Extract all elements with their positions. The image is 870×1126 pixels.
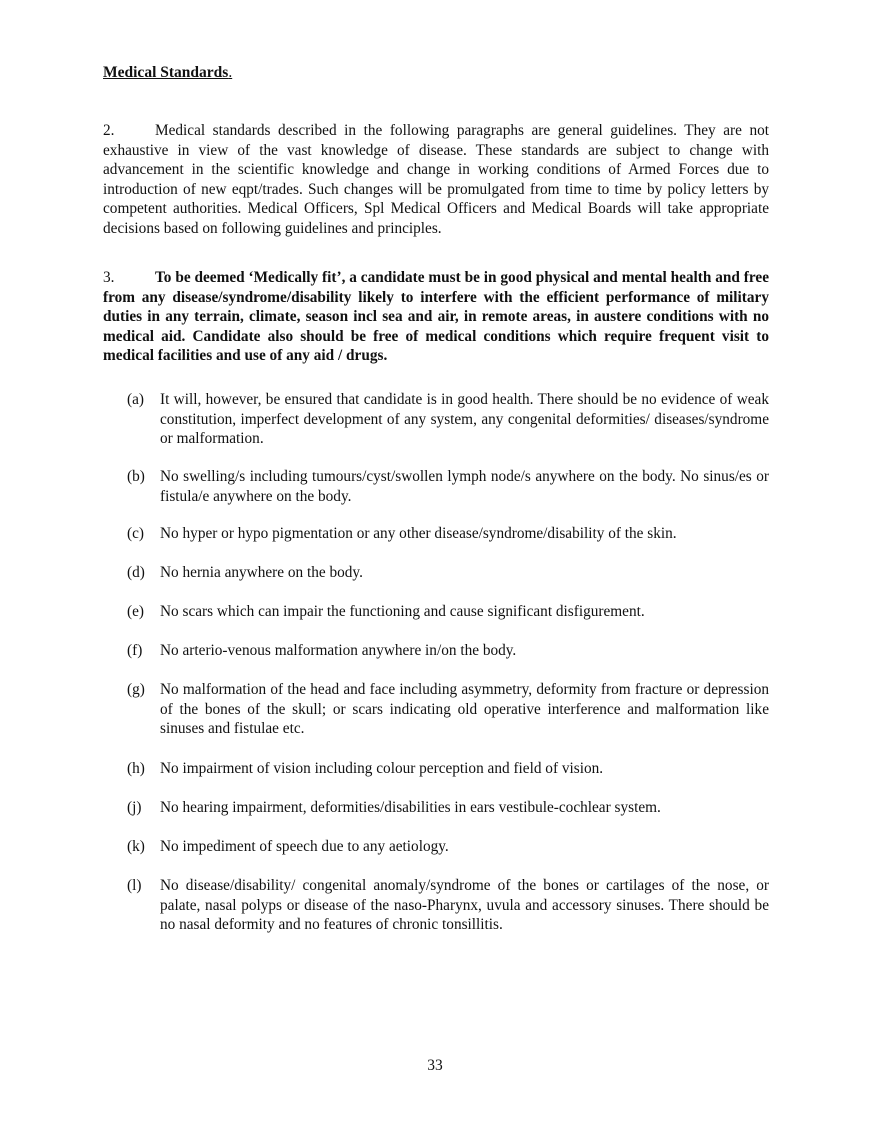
paragraph-2-text: Medical standards described in the following paragraphs are general guidelines. They are not exhaustive in view of the vast knowledge of disease. These standards are subject to change with advancement in the scientific knowledge and change in working conditions of Armed Forces due to introduction of new eqpt/trades. Such changes will be promulgated from time to time by policy letters by competent authorities. Medical Officers, Spl Medical Officers and Medical Boards will take appropriate decisions based on following guidelines and principles. bbox=[103, 122, 769, 237]
list-item-k bbox=[127, 837, 769, 857]
paragraph-2 bbox=[103, 121, 769, 238]
list-item-c bbox=[127, 524, 769, 544]
list-item-text: No hearing impairment, deformities/disabilities in ears vestibule-cochlear system. bbox=[160, 799, 661, 816]
list-item-label: (l) bbox=[127, 877, 142, 894]
section-heading bbox=[103, 63, 232, 83]
list-item-a bbox=[127, 390, 769, 449]
list-item-text: No hernia anywhere on the body. bbox=[160, 564, 363, 581]
list-item-label: (h) bbox=[127, 760, 145, 777]
section-heading-text: Medical Standards bbox=[103, 64, 229, 81]
list-item-e bbox=[127, 602, 769, 622]
list-item-l bbox=[127, 876, 769, 935]
section-heading-period: . bbox=[228, 64, 233, 81]
list-item-text: No scars which can impair the functioning and cause significant disfigurement. bbox=[160, 603, 645, 620]
list-item-label: (b) bbox=[127, 468, 145, 485]
list-item-label: (e) bbox=[127, 603, 144, 620]
list-item-f bbox=[127, 641, 769, 661]
list-item-h bbox=[127, 759, 769, 779]
list-item-text: No impediment of speech due to any aetiology. bbox=[160, 838, 449, 855]
list-item-label: (c) bbox=[127, 525, 144, 542]
list-item-b bbox=[127, 467, 769, 506]
list-item-text: No arterio-venous malformation anywhere in/on the body. bbox=[160, 642, 517, 659]
page-number: 33 bbox=[427, 1057, 443, 1074]
list-item-text: No disease/disability/ congenital anomaly/syndrome of the bones or cartilages of the nose, or palate, nasal polyps or disease of the naso-Pharynx, uvula and accessory sinuses. There should be no nasal deformity and no features of chronic tonsillitis. bbox=[160, 877, 769, 933]
list-item-text: It will, however, be ensured that candidate is in good health. There should be no evidence of weak constitution, imperfect development of any system, any congenital deformities/ diseases/syndrome or malformation. bbox=[160, 391, 769, 447]
paragraph-3 bbox=[103, 268, 769, 366]
paragraph-3-number: 3. bbox=[103, 269, 115, 286]
list-item-label: (k) bbox=[127, 838, 145, 855]
list-item-text: No hyper or hypo pigmentation or any other disease/syndrome/disability of the skin. bbox=[160, 525, 677, 542]
paragraph-3-text: To be deemed ‘Medically fit’, a candidate must be in good physical and mental health and free from any disease/syndrome/disability likely to interfere with the efficient performance of military duties in any terrain, climate, season incl sea and air, in remote areas, in austere conditions with no medical aid. Candidate also should be free of medical conditions which require frequent visit to medical facilities and use of any aid / drugs. bbox=[103, 269, 769, 364]
list-item-label: (d) bbox=[127, 564, 145, 581]
list-item-label: (j) bbox=[127, 799, 142, 816]
list-item-d bbox=[127, 563, 769, 583]
paragraph-2-number: 2. bbox=[103, 122, 115, 139]
list-item-text: No impairment of vision including colour perception and field of vision. bbox=[160, 760, 604, 777]
list-item-label: (a) bbox=[127, 391, 144, 408]
list-item-text: No malformation of the head and face including asymmetry, deformity from fracture or depression of the bones of the skull; or scars indicating old operative interference and malformation like sinuses and fistulae etc. bbox=[160, 681, 769, 737]
list-item-g bbox=[127, 680, 769, 739]
list-item-label: (g) bbox=[127, 681, 145, 698]
list-item-text: No swelling/s including tumours/cyst/swollen lymph node/s anywhere on the body. No sinus/es or fistula/e anywhere on the body. bbox=[160, 468, 769, 505]
list-item-label: (f) bbox=[127, 642, 143, 659]
list-item-j bbox=[127, 798, 769, 818]
